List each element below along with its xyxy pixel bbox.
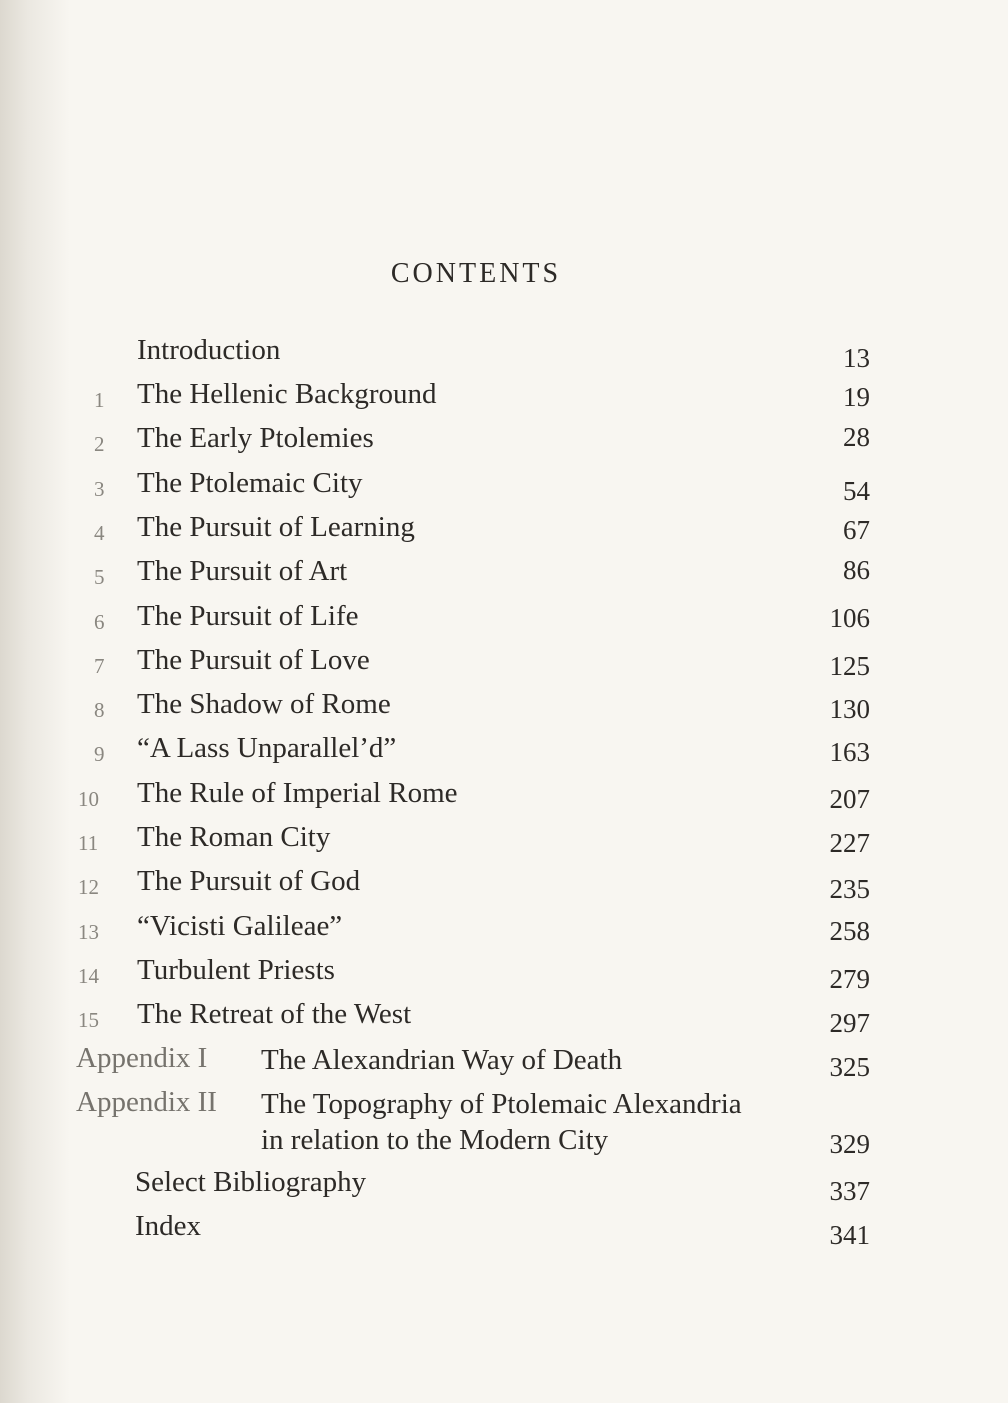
- chapter-number: 2: [94, 432, 105, 457]
- toc-entry-title: The Pursuit of Love: [137, 643, 370, 676]
- chapter-number: 6: [94, 609, 105, 634]
- chapter-number: 15: [78, 1008, 99, 1033]
- toc-entry-title: The Rule of Imperial Rome: [137, 776, 458, 809]
- chapter-number: 14: [78, 963, 99, 988]
- toc-page-number: 235: [829, 874, 870, 905]
- toc-entry-title: “Vicisti Galileae”: [137, 909, 343, 942]
- toc-page-number: 130: [829, 694, 870, 725]
- toc-page-number: 258: [829, 915, 870, 946]
- toc-row-chapter: [0, 688, 1008, 728]
- toc-page-number: 86: [843, 555, 870, 586]
- appendix-title-line: The Topography of Ptolemaic Alexandria: [261, 1088, 742, 1120]
- toc-entry-title: “A Lass Unparallel’d”: [137, 732, 397, 765]
- toc-row-chapter: [0, 910, 1008, 950]
- page-title: CONTENTS: [390, 258, 562, 289]
- appendix-label: Appendix I: [76, 1042, 208, 1074]
- chapter-number: 8: [94, 698, 105, 723]
- toc-entry-title: The Pursuit of Life: [137, 599, 359, 632]
- toc-row-chapter: [0, 511, 1008, 551]
- toc-entry-title: Index: [135, 1210, 202, 1242]
- toc-row-chapter: [0, 555, 1008, 595]
- chapter-number: 5: [94, 565, 105, 590]
- toc-entry-title: The Pursuit of God: [137, 865, 361, 898]
- appendix-title: [261, 1042, 622, 1078]
- toc-row-chapter: [0, 954, 1008, 994]
- toc-row-chapter: [0, 644, 1008, 684]
- toc-entry-title: The Shadow of Rome: [137, 688, 391, 721]
- toc-page-number: 279: [829, 963, 870, 994]
- toc-row-chapter: [0, 732, 1008, 772]
- toc-entry-title: The Ptolemaic City: [137, 466, 363, 499]
- toc-page-number: 19: [843, 382, 870, 412]
- chapter-number: 3: [94, 476, 105, 501]
- appendix-title-line: in relation to the Modern City: [261, 1124, 609, 1156]
- toc-page-number: 28: [843, 422, 870, 453]
- toc-row-appendix-2: [0, 1086, 1008, 1166]
- chapter-number: 9: [94, 742, 105, 767]
- toc-row-bibliography: [0, 1166, 1008, 1206]
- toc-row-index: [0, 1210, 1008, 1250]
- toc-entry-title: The Retreat of the West: [137, 998, 412, 1031]
- toc-page-number: 207: [829, 783, 870, 814]
- toc-page-number: 337: [829, 1176, 870, 1206]
- toc-page-number: 54: [843, 475, 870, 506]
- toc-page-number: 106: [829, 602, 870, 633]
- toc-row-chapter: [0, 378, 1008, 418]
- toc-page-number: 67: [843, 514, 870, 545]
- chapter-number: 12: [78, 875, 99, 900]
- toc-row-chapter: [0, 998, 1008, 1038]
- toc-page-number: 163: [829, 737, 870, 768]
- chapter-number: 13: [78, 919, 99, 944]
- toc-row-chapter: [0, 777, 1008, 817]
- toc-row-chapter: [0, 600, 1008, 640]
- toc-row-introduction: [0, 334, 1008, 374]
- toc-page-number: 329: [829, 1129, 870, 1159]
- toc-page-number: 341: [829, 1220, 870, 1250]
- toc-entry-title: The Early Ptolemies: [137, 422, 374, 455]
- toc-row-chapter: [0, 422, 1008, 462]
- toc-page-number: 297: [829, 1008, 870, 1039]
- chapter-number: 11: [78, 831, 99, 855]
- toc-entry-title: The Pursuit of Learning: [137, 510, 415, 543]
- toc-row-chapter: [0, 821, 1008, 861]
- toc-row-chapter: [0, 865, 1008, 905]
- toc-entry-title: Turbulent Priests: [137, 953, 335, 986]
- toc-page-number: 227: [829, 828, 870, 858]
- chapter-number: 10: [78, 786, 99, 811]
- toc-page-number: 325: [829, 1052, 870, 1082]
- toc-row-appendix-1: [0, 1042, 1008, 1082]
- toc-entry-title: Introduction: [137, 334, 281, 366]
- toc-page-number: 13: [843, 343, 870, 373]
- toc-entry-title: The Pursuit of Art: [137, 555, 348, 588]
- toc-entry-title: The Roman City: [137, 821, 331, 853]
- appendix-title: [261, 1086, 742, 1158]
- chapter-number: 4: [94, 520, 105, 545]
- chapter-number: 1: [94, 388, 105, 412]
- toc-page-number: 125: [829, 650, 870, 681]
- toc-entry-title: The Hellenic Background: [137, 378, 437, 410]
- toc-row-chapter: [0, 467, 1008, 507]
- chapter-number: 7: [94, 653, 105, 678]
- appendix-label: Appendix II: [76, 1086, 217, 1118]
- toc-entry-title: Select Bibliography: [135, 1166, 367, 1198]
- appendix-title-line: The Alexandrian Way of Death: [261, 1044, 623, 1076]
